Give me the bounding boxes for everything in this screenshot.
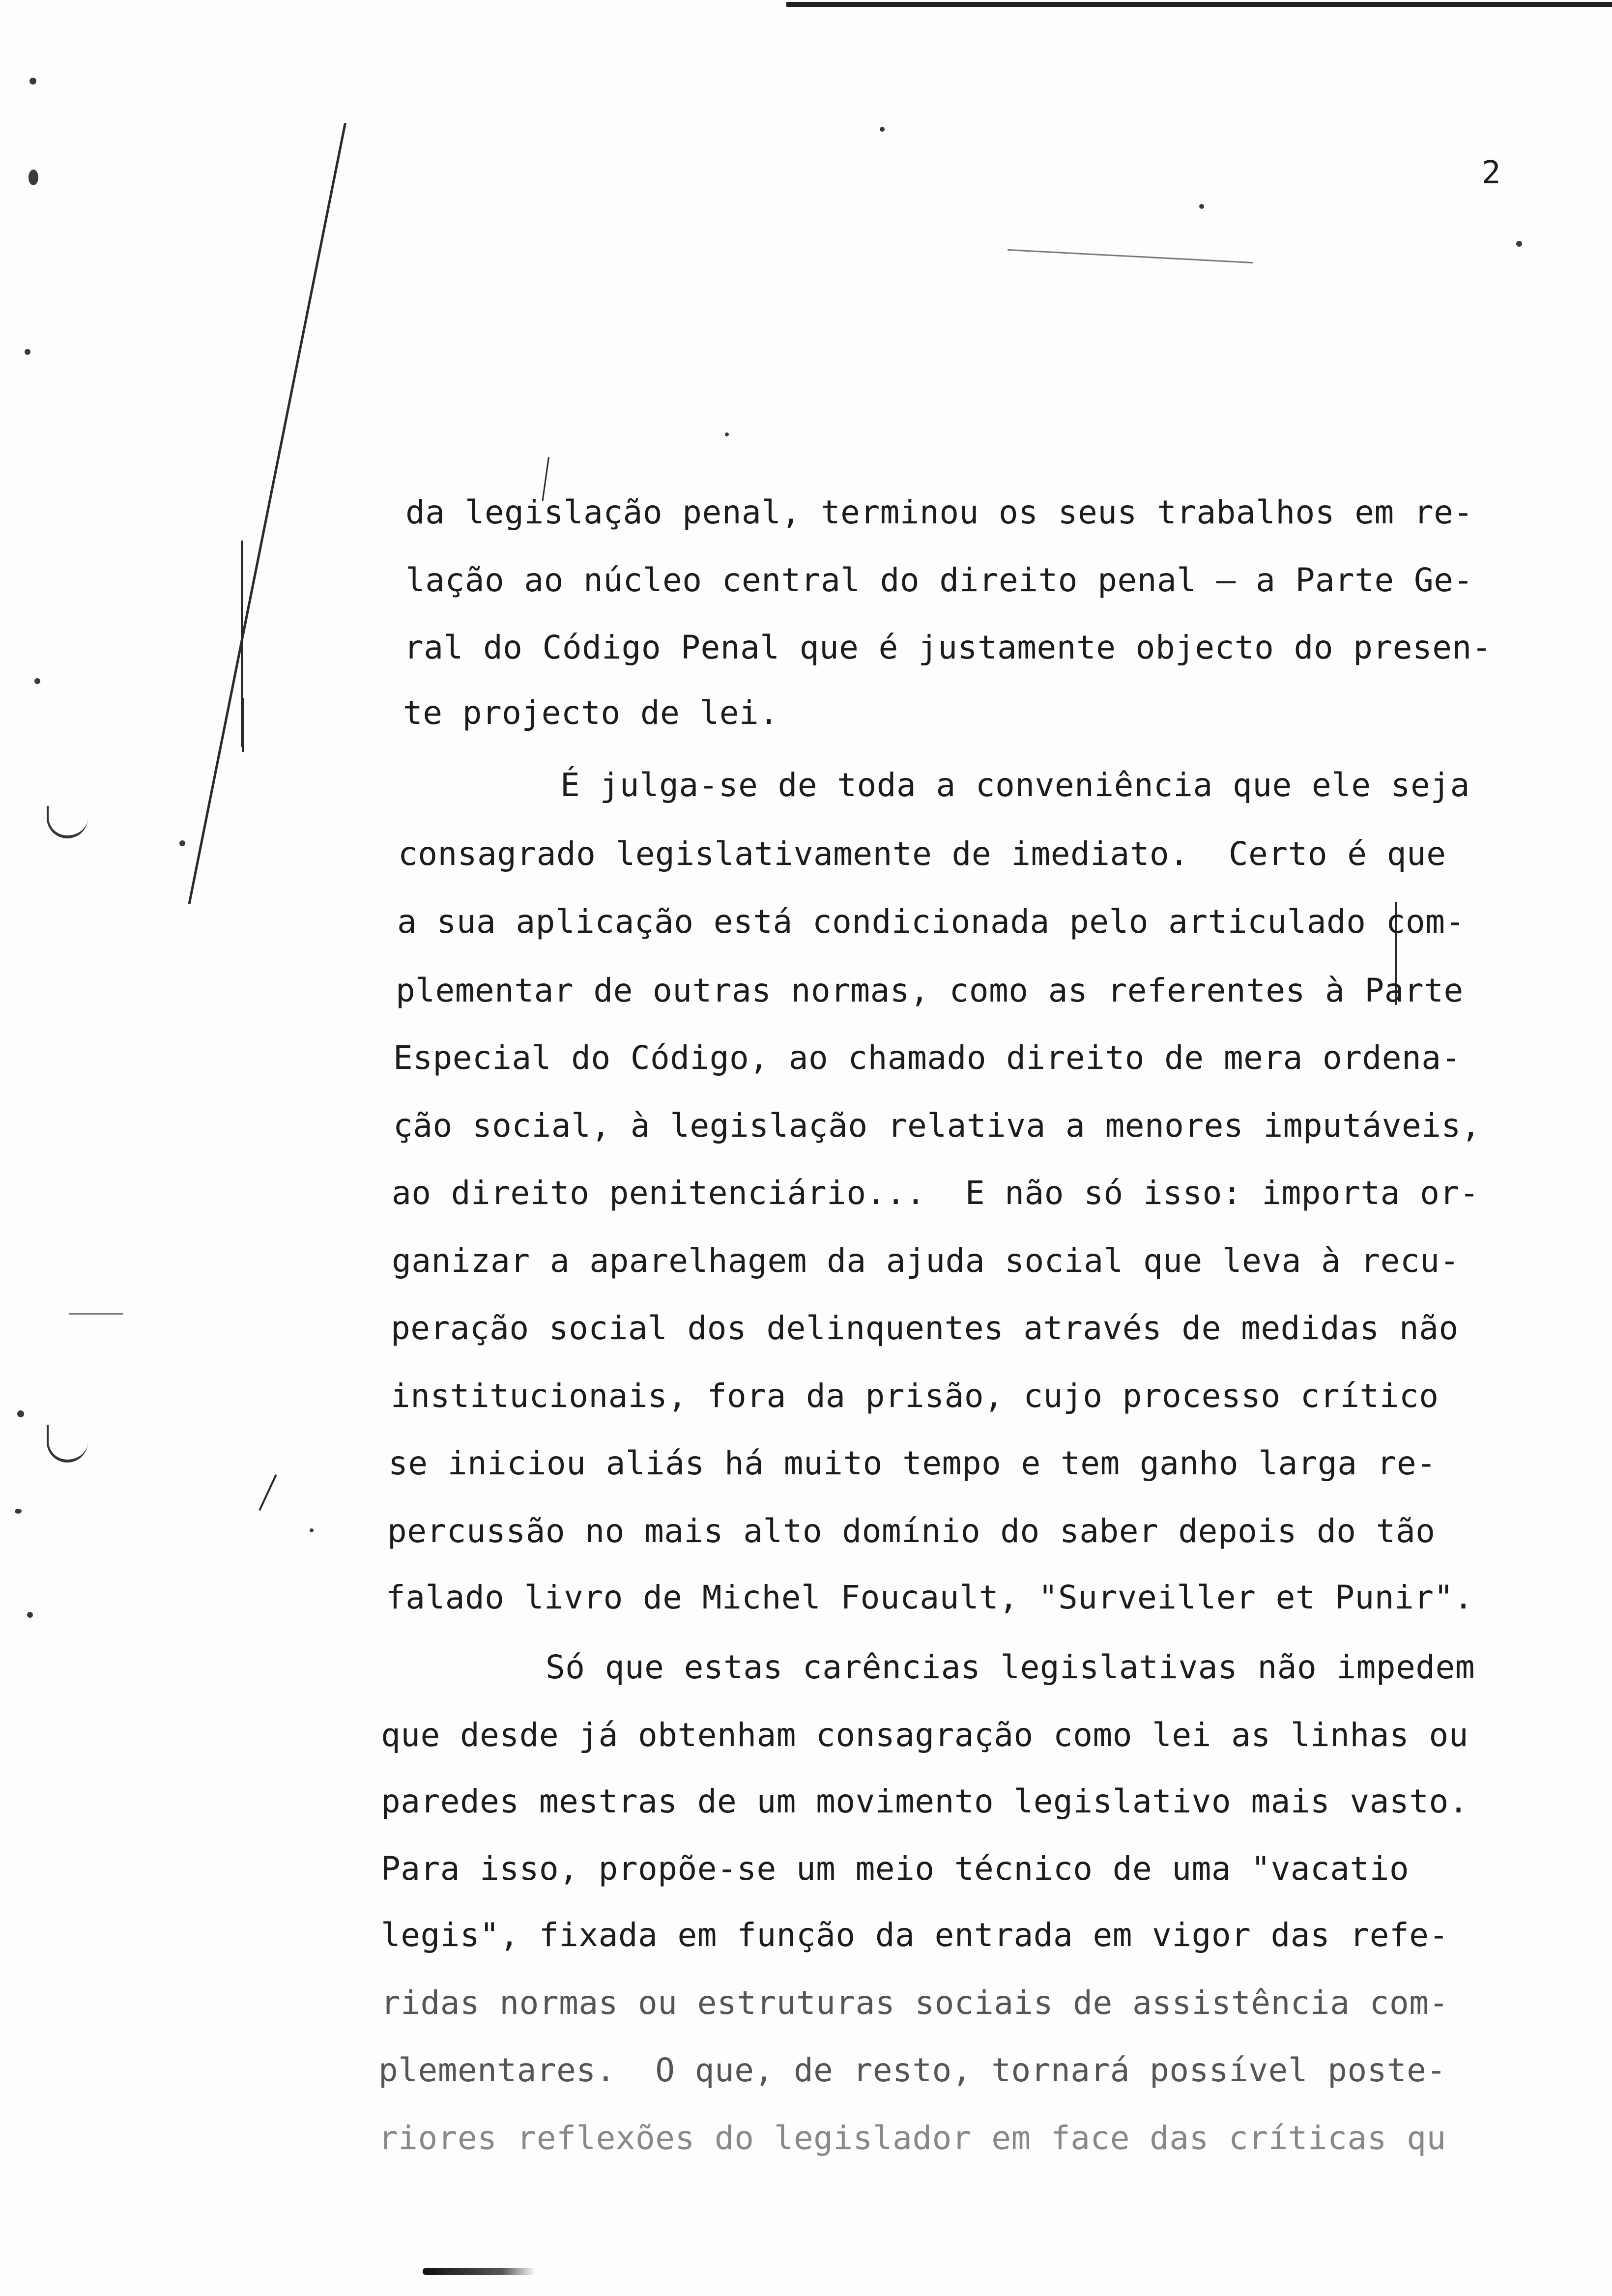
text-line: institucionais, fora da prisão, cujo processo crítico: [391, 1377, 1439, 1415]
margin-line-small: [242, 698, 244, 752]
text-line: plementares. O que, de resto, tornará possível poste-: [378, 2051, 1446, 2089]
text-line: ridas normas ou estruturas sociais de assistência com-: [381, 1984, 1449, 2022]
scan-speck: [1199, 204, 1204, 209]
scan-speck: [27, 1612, 33, 1618]
text-line: ral do Código Penal que é justamente objecto do presen-: [404, 629, 1492, 666]
scan-speck: [25, 349, 30, 355]
scan-speck: [880, 127, 885, 132]
page-number: 2: [1482, 155, 1501, 191]
margin-slash-mark: [259, 1474, 277, 1511]
margin-curve-mark: [47, 1425, 88, 1463]
text-line: Só que estas carências legislativas não impedem: [546, 1648, 1475, 1686]
scan-speck: [725, 432, 729, 436]
text-line: te projecto de lei.: [403, 694, 779, 732]
bottom-scan-smudge: [423, 2268, 536, 2275]
text-line: percussão no mais alto domínio do saber depois do tão: [387, 1512, 1436, 1550]
text-line: ao direito penitenciário... E não só isso: importa or-: [392, 1174, 1479, 1212]
scan-speck: [17, 1410, 24, 1417]
scan-speck: [1516, 241, 1522, 247]
scan-speck: [29, 78, 36, 85]
text-line: legis", fixada em função da entrada em vigor das refe-: [381, 1916, 1449, 1954]
text-line: ganizar a aparelhagem da ajuda social que leva à recu-: [392, 1242, 1460, 1280]
text-line: paredes mestras de um movimento legislativo mais vasto.: [381, 1782, 1468, 1820]
scan-speck: [15, 1509, 22, 1514]
top-rule: [786, 2, 1612, 7]
text-line: Para isso, propõe-se um meio técnico de uma "vacatio: [381, 1850, 1410, 1888]
scan-speck: [179, 840, 185, 846]
text-line: ção social, à legislação relativa a menores imputáveis,: [393, 1107, 1481, 1145]
text-line: que desde já obtenham consagração como lei as linhas ou: [381, 1716, 1468, 1754]
text-line: lação ao núcleo central do direito penal — a Parte Ge-: [405, 561, 1473, 599]
scan-speck: [34, 678, 40, 684]
text-line: falado livro de Michel Foucault, "Surveiller et Punir".: [386, 1578, 1473, 1616]
margin-curve-mark: [47, 806, 88, 838]
text-line: riores reflexões do legislador em face das críticas qu: [378, 2119, 1446, 2157]
text-line: É julga-se de toda a conveniência que ele seja: [560, 766, 1470, 804]
text-line: se iniciou aliás há muito tempo e tem ganho larga re-: [388, 1444, 1437, 1482]
text-line: consagrado legislativamente de imediato. Certo é que: [398, 835, 1446, 873]
margin-line-long: [188, 123, 346, 904]
faint-scan-dash: [1008, 249, 1253, 263]
scan-speck: [29, 170, 38, 185]
text-line: a sua aplicação está condicionada pelo articulado com-: [397, 903, 1465, 941]
scan-speck: [310, 1528, 314, 1532]
text-line: da legislação penal, terminou os seus trabalhos em re-: [405, 493, 1473, 531]
text-line: plementar de outras normas, como as referentes à Parte: [396, 972, 1464, 1009]
faint-scan-dash: [69, 1313, 123, 1315]
text-line: Especial do Código, ao chamado direito de mera ordena-: [393, 1039, 1461, 1077]
text-line: peração social dos delinquentes através de medidas não: [391, 1309, 1459, 1347]
